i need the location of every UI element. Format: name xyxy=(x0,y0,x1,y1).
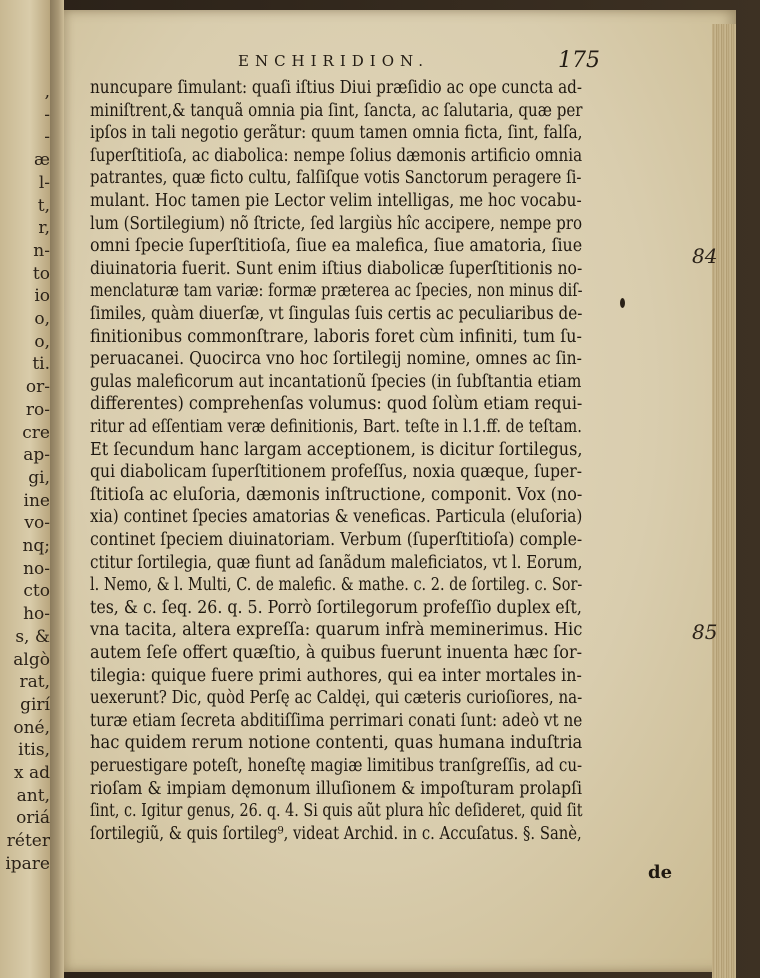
margin-note-85: 85 xyxy=(692,620,718,644)
left-page-fragment: cto xyxy=(23,581,50,602)
ink-mark xyxy=(620,298,625,308)
left-page-fragment: ap- xyxy=(23,445,50,466)
left-page-fragment: t, xyxy=(37,195,50,216)
left-page-fragment: ine xyxy=(23,490,50,511)
text-line: mulant. Hoc tamen pie Lector velim intelligas, me hoc vocabu- xyxy=(90,191,582,211)
book-gutter xyxy=(50,0,64,978)
text-line: lum (Sortilegium) nõ ſtricte, ſed largiùs hîc accipere, nempe pro xyxy=(90,213,583,234)
text-line: vna tacita, altera expreſſa: quarum infrà meminerimus. Hic xyxy=(90,620,583,641)
left-page-fragment: nq; xyxy=(22,536,50,556)
left-page-fragment: o, xyxy=(34,309,50,329)
left-page-fragment: oné, xyxy=(13,717,50,738)
text-line: ritur ad eſſentiam veræ definitionis, Bart. teſte in l.1.ff. de teſtam. xyxy=(90,417,582,437)
text-line: continet ſpeciem diuinatoriam. Verbum (ſuperſtitioſa) comple- xyxy=(90,530,583,550)
left-page-fragment: n- xyxy=(33,240,50,261)
text-line: diuinatoria fuerit. Sunt enim iſtius diabolicæ ſuperſtitionis no- xyxy=(90,258,583,279)
text-line: qui diabolicam ſuperſtitionem profeſſus, noxia quæque, ſuper- xyxy=(90,462,582,483)
text-line: gulas maleficorum aut incantationũ ſpecies (in ſubſtantia etiam xyxy=(90,371,582,392)
left-page-edge xyxy=(0,0,50,978)
left-page-fragment: - xyxy=(44,104,50,125)
left-page-fragment: - xyxy=(44,127,50,148)
text-line: ſuperſtitioſa, ac diabolica: nempe ſolius dæmonis artificio omnia xyxy=(90,145,583,166)
text-line: ſimiles, quàm diuerſæ, vt ſingulas ſuis certis ac peculiaribus de- xyxy=(90,304,583,324)
left-page-fragment: x ad xyxy=(13,763,50,783)
text-line: nuncupare ſimulant: quaſi iſtius Diui præſidio ac ope cuncta ad- xyxy=(90,78,583,98)
left-page-fragment: to xyxy=(32,263,50,284)
text-line: peruestigare poteſt, honeſtę magiæ limitibus tranſgreſſis, ad cu- xyxy=(90,756,583,776)
text-line: ſtitioſa ac eluſoria, dæmonis inſtructione, componit. Vox (no- xyxy=(90,484,583,505)
left-page-fragment: ti. xyxy=(32,354,50,375)
text-line: miniſtrent,& tanquã omnia pia ſint, ſancta, ac ſalutaria, quæ per xyxy=(90,100,583,121)
left-page-fragment: io xyxy=(34,286,50,307)
left-page-fragment: itis, xyxy=(18,740,50,761)
page-edges xyxy=(712,24,736,978)
text-line: uexerunt? Dic, quòd Perſę ac Caldęi, qui cæteris curioſiores, na- xyxy=(90,688,583,709)
text-line: Et ſecundum hanc largam acceptionem, is dicitur ſortilegus, xyxy=(90,439,583,460)
margin-note-84: 84 xyxy=(692,244,718,268)
text-line: autem ſeſe offert quæſtio, à quibus fuerunt inuenta hæc ſor- xyxy=(90,643,583,663)
left-page-fragment: girí xyxy=(20,694,50,715)
text-line: peruacanei. Quocirca vno hoc ſortilegij nomine, omnes ac ſin- xyxy=(90,349,582,370)
text-line: menclaturæ tam variæ: formæ præterea ac ſpecies, non minus diſ- xyxy=(90,281,583,302)
text-line: finitionibus commonſtrare, laboris foret cùm infiniti, tum ſu- xyxy=(90,326,583,347)
left-page-fragment: gi, xyxy=(28,467,50,488)
left-page-fragment: r, xyxy=(38,218,50,239)
left-page-fragment: o, xyxy=(34,331,50,352)
text-line: ipſos in tali negotio gerãtur: quum tamen omnia ficta, ſint, falſa, xyxy=(90,123,583,144)
text-line: patrantes, quæ ficto cultu, falſiſque votis Sanctorum peragere ſi- xyxy=(90,168,582,189)
left-page-fragment: s, & xyxy=(15,626,50,647)
left-page-fragment: vo- xyxy=(24,513,50,534)
text-line: omni ſpecie ſuperſtitioſa, ſiue ea malefica, ſiue amatoria, ſiue xyxy=(90,236,583,257)
text-line: turæ etiam ſecreta abditiſſima perrimari conati ſunt: adeò vt ne xyxy=(90,710,583,731)
catchword: de xyxy=(648,862,673,883)
left-page-fragment: l- xyxy=(38,172,50,193)
left-page-fragment: , xyxy=(44,82,50,102)
text-line: ſint, c. Igitur genus, 26. q. 4. Si quis aũt plura hîc deſideret, quid ſit xyxy=(90,801,583,822)
text-line: hac quidem rerum notione contenti, quas humana induſtria xyxy=(90,733,583,754)
left-page-fragment: ro- xyxy=(25,399,50,420)
left-page-fragment: or- xyxy=(25,377,50,398)
left-page-fragment: ant, xyxy=(16,785,50,806)
left-page-fragment: algò xyxy=(13,649,50,670)
left-page-fragment: réter xyxy=(6,831,50,852)
left-page-fragment: oriá xyxy=(16,808,50,829)
text-line: tilegia: quique fuere primi authores, qui ea inter mortales in- xyxy=(90,665,582,686)
text-line: l. Nemo, & l. Multi, C. de malefic. & mathe. c. 2. de ſortileg. c. Sor- xyxy=(90,575,583,596)
folio-number: 175 xyxy=(558,48,600,73)
text-line: ctitur ſortilegia, quæ fiunt ad ſanãdum maleficiatos, vt l. Eorum, xyxy=(90,552,583,573)
text-line: ſortilegiũ, & quis ſortileg⁹, videat Archid. in c. Accuſatus. §. Sanè, xyxy=(90,823,582,844)
left-page-fragment: no- xyxy=(23,558,50,579)
text-line: differentes) comprehenſas volumus: quod ſolùm etiam requi- xyxy=(90,394,583,415)
running-head: ENCHIRIDION. xyxy=(238,52,429,70)
left-page-fragment: ipare xyxy=(5,853,50,874)
left-page-fragment: cre xyxy=(22,422,50,443)
text-line: xia) continet ſpecies amatorias & veneficas. Particula (eluſoria) xyxy=(90,507,583,528)
left-page-fragment: æ xyxy=(34,150,50,171)
left-page-fragment: ho- xyxy=(23,604,50,625)
text-line: rioſam & impiam dęmonum illuſionem & impoſturam prolapſi xyxy=(90,778,583,799)
left-page-fragment: rat, xyxy=(19,672,50,693)
text-line: tes, & c. ſeq. 26. q. 5. Porrò ſortilegorum profeſſio duplex eſt, xyxy=(90,597,582,618)
